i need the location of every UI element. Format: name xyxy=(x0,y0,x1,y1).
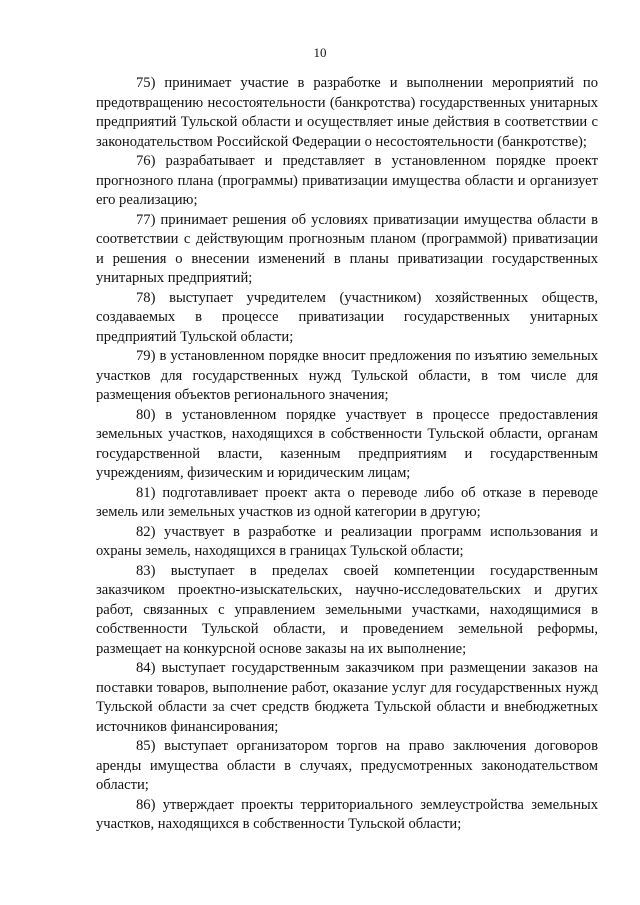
paragraph-75: 75) принимает участие в разработке и выполнении мероприятий по предотвращению несостоятельности (банкротства) государственных унитарных предприятий Тульской области и осуществляет иные действия в соответствии с законодательством Российской Федерации о несостоятельности (банкротстве); xyxy=(96,75,598,150)
paragraph-83: 83) выступает в пределах своей компетенции государственным заказчиком проектно-изыскательских, научно-исследовательских и других работ, связанных с управлением земельными участками, находящимися в собственности Тульской области, и проведением земельной реформы, размещает на конкурсной основе заказы на их выполнение; xyxy=(96,562,598,657)
paragraph-81: 81) подготавливает проект акта о переводе либо об отказе в переводе земель или земельных участков из одной категории в другую; xyxy=(96,484,598,520)
page-number: 10 xyxy=(313,45,327,60)
paragraph-79: 79) в установленном порядке вносит предложения по изъятию земельных участков для государственных нужд Тульской области, в том числе для размещения объектов регионального значения; xyxy=(96,348,598,403)
paragraph-78: 78) выступает учредителем (участником) хозяйственных обществ, создаваемых в процессе приватизации государственных унитарных предприятий Тульской области; xyxy=(96,289,598,345)
paragraph-82: 82) участвует в разработке и реализации программ использования и охраны земель, находящихся в границах Тульской области; xyxy=(96,523,598,559)
paragraph-77: 77) принимает решения об условиях приватизации имущества области в соответствии с действующим прогнозным планом (программой) приватизации и решения о внесении изменений в планы приватизации государственных унитарных предприятий; xyxy=(96,211,598,286)
paragraph-84: 84) выступает государственным заказчиком при размещении заказов на поставки товаров, выполнение работ, оказание услуг для государственных нужд Тульской области за счет средств бюджета Тульской области и внебюджетных источников финансирования; xyxy=(96,660,598,735)
paragraph-76: 76) разрабатывает и представляет в установленном порядке проект прогнозного плана (программы) приватизации имущества области и организует его реализацию; xyxy=(96,153,598,208)
paragraph-86: 86) утверждает проекты территориального землеустройства земельных участков, находящихся в собственности Тульской области; xyxy=(96,796,598,832)
document-body xyxy=(96,74,598,835)
paragraph-85: 85) выступает организатором торгов на право заключения договоров аренды имущества области в случаях, предусмотренных законодательством области; xyxy=(96,738,598,793)
paragraph-80: 80) в установленном порядке участвует в процессе предоставления земельных участков, находящихся в собственности Тульской области, органам государственной власти, казенным предприятиям и государственным учреждениям, физическим и юридическим лицам; xyxy=(96,406,598,481)
